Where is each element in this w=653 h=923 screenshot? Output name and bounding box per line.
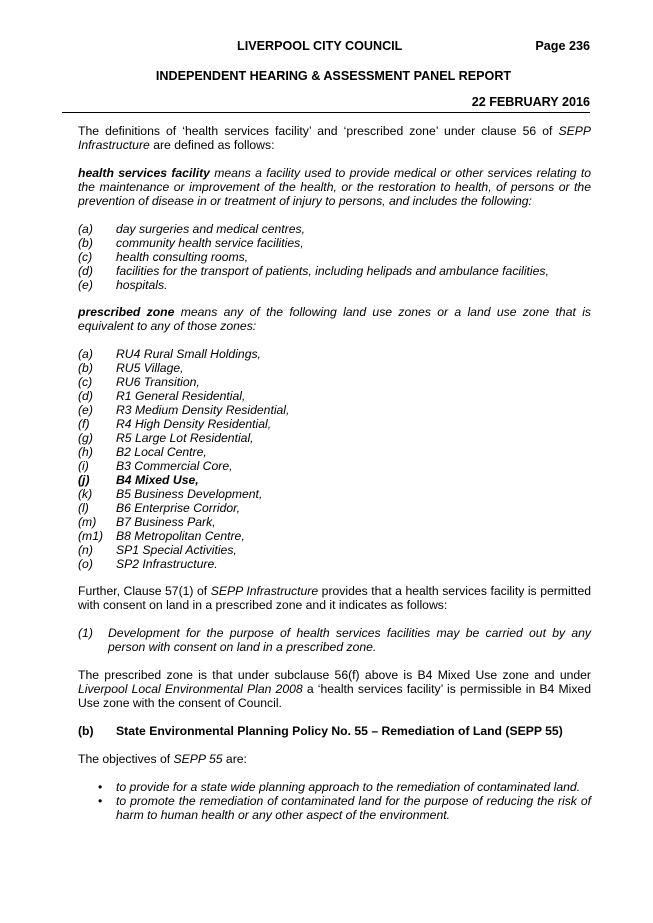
list-item [78, 529, 591, 543]
list-item [78, 375, 591, 389]
objectives-list [78, 780, 591, 822]
header-top-line [77, 39, 590, 55]
zone-definition-text: means any of the following land use zones or a land use zone that is equivalent to any of those zones: [78, 305, 591, 333]
list-item [78, 487, 591, 501]
list-item [78, 347, 591, 361]
list-item [78, 501, 591, 515]
section-label: (b) [78, 724, 94, 738]
list-item [78, 264, 591, 278]
list-label: (g) [78, 431, 93, 445]
list-item [78, 361, 591, 375]
intro-text-end: are defined as follows: [149, 138, 275, 152]
list-text: day surgeries and medical centres, [116, 222, 306, 236]
list-text: B3 Commercial Core, [116, 459, 233, 473]
list-item [78, 222, 591, 236]
list-item [78, 459, 591, 473]
list-text: B5 Business Development, [116, 487, 263, 501]
list-text: B2 Local Centre, [116, 445, 207, 459]
bullet-icon: • [98, 780, 103, 794]
list-text: SP1 Special Activities, [116, 543, 237, 557]
list-label: (f) [78, 417, 90, 431]
list-item [78, 417, 591, 431]
health-definition-text: means a facility used to provide medical or other services relating to the maintenance or improvement of the health, or the restoration to health, of persons or the prevention of disease in or treatment of injury to persons, and includes the following: [78, 166, 591, 208]
objectives-intro [78, 752, 591, 766]
list-label: (b) [78, 361, 93, 375]
list-text: R3 Medium Density Residential, [116, 403, 290, 417]
clause-57-paragraph [78, 584, 591, 612]
list-text: B6 Enterprise Corridor, [116, 501, 240, 515]
bullet-icon: • [98, 794, 103, 808]
list-item [78, 445, 591, 459]
report-body [78, 124, 591, 822]
list-label: (j) [78, 473, 90, 487]
clause-57-reference: SEPP Infrastructure [210, 584, 319, 598]
list-text: R1 General Residential, [116, 389, 246, 403]
list-text: health consulting rooms, [116, 250, 249, 264]
list-label: (n) [78, 543, 93, 557]
health-definition [78, 166, 591, 208]
list-item [78, 543, 591, 557]
list-item [78, 515, 591, 529]
health-facility-list [78, 222, 591, 292]
intro-reference: SEPP Infrastructure [78, 124, 591, 152]
list-item [78, 236, 591, 250]
list-text: B7 Business Park, [116, 515, 216, 529]
list-label: (a) [78, 222, 93, 236]
section-heading [78, 724, 591, 738]
list-label: (a) [78, 347, 93, 361]
list-label: (b) [78, 236, 93, 250]
list-label: (o) [78, 557, 93, 571]
list-text: RU6 Transition, [116, 375, 200, 389]
intro-text: The definitions of ‘health services facility’ and ‘prescribed zone’ under clause 56 of [78, 124, 559, 138]
clause-1-label: (1) [78, 626, 93, 640]
list-item [78, 403, 591, 417]
list-text: RU4 Rural Small Holdings, [116, 347, 261, 361]
list-label: (m1) [78, 529, 104, 543]
list-text: hospitals. [116, 278, 168, 292]
zone-definition-term: prescribed zone [78, 305, 175, 319]
list-label: (m) [78, 515, 97, 529]
council-name: LIVERPOOL CITY COUNCIL [237, 39, 403, 53]
list-label: (i) [78, 459, 89, 473]
list-label: (e) [78, 403, 93, 417]
zone-definition [78, 305, 591, 333]
list-label: (c) [78, 250, 93, 264]
conclusion-text-end: a ‘health services facility’ is permissible in B4 Mixed Use zone with the consent of Council. [78, 682, 591, 710]
list-text: community health service facilities, [116, 236, 304, 250]
header-divider [62, 112, 590, 113]
prescribed-zone-list [78, 347, 591, 571]
list-item [78, 557, 591, 571]
list-text: B8 Metropolitan Centre, [116, 529, 245, 543]
conclusion-reference: Liverpool Local Environmental Plan 2008 [78, 682, 303, 696]
objectives-text: The objectives of [78, 752, 174, 766]
report-date: 22 FEBRUARY 2016 [471, 95, 590, 109]
clause-57-text: Further, Clause 57(1) of [78, 584, 211, 598]
list-item [78, 431, 591, 445]
bullet-item [78, 780, 591, 794]
section-title: State Environmental Planning Policy No. 55 – Remediation of Land (SEPP 55) [116, 724, 563, 738]
bullet-item [78, 794, 591, 822]
list-label: (h) [78, 445, 93, 459]
list-text: R4 High Density Residential, [116, 417, 272, 431]
clause-57-text-end: provides that a health services facility is permitted with consent on land in a prescribed zone and it indicates as follows: [78, 584, 591, 612]
list-text: R5 Large Lot Residential, [116, 431, 254, 445]
list-item [78, 250, 591, 264]
list-label: (d) [78, 389, 93, 403]
objectives-reference: SEPP 55 [173, 752, 223, 766]
conclusion-paragraph [78, 668, 591, 710]
list-label: (k) [78, 487, 93, 501]
intro-paragraph [78, 124, 591, 152]
bullet-text: to provide for a state wide planning approach to the remediation of contaminated land. [116, 780, 581, 794]
report-title: INDEPENDENT HEARING & ASSESSMENT PANEL REPORT [155, 69, 512, 83]
health-definition-term: health services facility [78, 166, 210, 180]
page-number: Page 236 [535, 39, 590, 53]
objectives-text-end: are: [222, 752, 247, 766]
conclusion-text: The prescribed zone is that under subclause 56(f) above is B4 Mixed Use zone and under [78, 668, 591, 682]
bullet-text: to promote the remediation of contaminated land for the purpose of reducing the risk of harm to human health or any other aspect of the environment. [116, 794, 591, 822]
list-item [78, 389, 591, 403]
list-label: (d) [78, 264, 93, 278]
list-text: facilities for the transport of patients, including helipads and ambulance facilities, [116, 264, 549, 278]
list-label: (e) [78, 278, 93, 292]
list-item [78, 278, 591, 292]
list-text: SP2 Infrastructure. [116, 557, 218, 571]
list-label: (l) [78, 501, 89, 515]
clause-1-text: Development for the purpose of health services facilities may be carried out by any person with consent on land in a prescribed zone. [108, 626, 591, 654]
list-item-highlighted [78, 473, 591, 487]
list-text: RU5 Village, [116, 361, 184, 375]
list-label: (c) [78, 375, 93, 389]
list-text: B4 Mixed Use, [116, 473, 199, 487]
clause-1-item [78, 626, 591, 654]
